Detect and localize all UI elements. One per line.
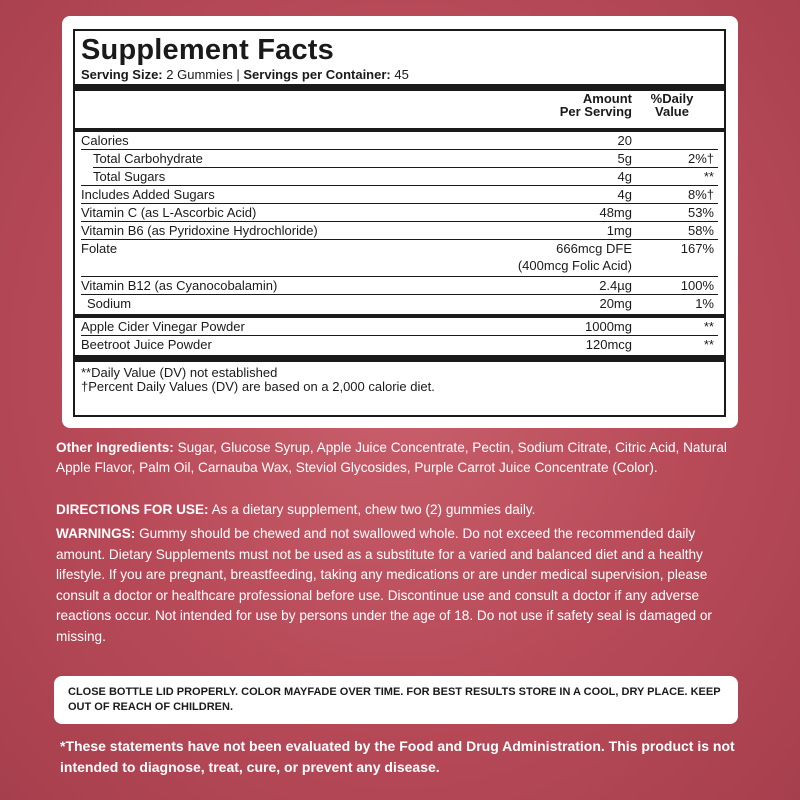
nutrient-dv: 53%	[687, 205, 714, 220]
dv-header-line2: Value	[655, 104, 689, 119]
directions	[56, 500, 746, 520]
nutrient-name: Total Sugars	[93, 169, 166, 184]
nutrient-name: Vitamin C (as L-Ascorbic Acid)	[81, 205, 257, 220]
nutrient-dv: 100%	[680, 278, 714, 293]
nutrient-row-vitamin-b6	[81, 222, 718, 239]
nutrient-name: Vitamin B6 (as Pyridoxine Hydrochloride)	[81, 223, 318, 238]
nutrient-name: Sodium	[87, 296, 132, 311]
nutrient-dv: 2%†	[687, 151, 714, 166]
nutrient-row-added-sugars	[81, 186, 718, 203]
nutrient-name: Apple Cider Vinegar Powder	[81, 319, 245, 334]
footnote-dv-not-established: **Daily Value (DV) not established	[81, 365, 278, 380]
nutrient-row-vitamin-b12	[81, 277, 718, 294]
warnings-label: WARNINGS:	[56, 526, 136, 541]
nutrient-amount: 4g	[617, 169, 632, 184]
nutrient-row-calories	[81, 132, 718, 149]
nutrient-name: Includes Added Sugars	[81, 187, 215, 202]
serving-size-value: 2 Gummies	[166, 67, 233, 82]
warnings-text: Gummy should be chewed and not swallowed whole. Do not exceed the recommended daily amount. Dietary Supplements must not be used as a substitute for a varied and balanced diet and a healthy lifestyle. If you are pregnant, breastfeeding, taking any medications or are under medical supervision, please consult a doctor or healthcare professional before use. Discontinue use and consult a doctor if any adverse reactions occur. Not intended for use by persons under the age of 18. Do not use if safety seal is damaged or missing.	[56, 526, 712, 644]
other-ingredients-text: Sugar, Glucose Syrup, Apple Juice Concentrate, Pectin, Sodium Citrate, Citric Acid, Natural Apple Flavor, Palm Oil, Carnauba Wax, Steviol Glycosides, Purple Carrot Juice Concentrate (Color).	[56, 440, 727, 475]
nutrient-amount: 20	[617, 133, 632, 148]
fda-disclaimer: *These statements have not been evaluated by the Food and Drug Administration. This product is not intended to diagnose, treat, cure, or prevent any disease.	[60, 738, 735, 775]
nutrient-row-total-sugars	[81, 168, 718, 185]
other-ingredients	[56, 438, 746, 478]
nutrient-name: Beetroot Juice Powder	[81, 337, 212, 352]
supplement-facts-panel	[73, 29, 726, 417]
nutrient-row-folate	[81, 240, 718, 276]
nutrient-dv: **	[703, 169, 714, 184]
nutrient-dv: 58%	[687, 223, 714, 238]
warnings	[56, 524, 746, 648]
serving-size-label: Serving Size:	[81, 67, 163, 82]
nutrient-amount	[430, 240, 650, 274]
storage-notice: CLOSE BOTTLE LID PROPERLY. COLOR MAYFADE OVER TIME. FOR BEST RESULTS STORE IN A COOL, DRY PLACE. KEEP OUT OF REACH OF CHILDREN.	[54, 676, 738, 724]
nutrient-amount: 2.4µg	[599, 278, 632, 293]
directions-label: DIRECTIONS FOR USE:	[56, 502, 209, 517]
nutrient-row-sodium	[81, 295, 718, 312]
supplement-facts-card	[62, 16, 738, 428]
amount-header-line2: Per Serving	[559, 104, 632, 119]
facts-header-row	[81, 91, 718, 128]
nutrient-row-apple-cider-vinegar	[81, 318, 718, 335]
amount-per-serving-header	[502, 92, 632, 118]
facts-footnotes	[81, 366, 718, 394]
daily-value-header	[632, 92, 718, 118]
directions-text: As a dietary supplement, chew two (2) gummies daily.	[211, 502, 536, 517]
footnote-percent-dv: †Percent Daily Values (DV) are based on a 2,000 calorie diet.	[81, 379, 435, 394]
nutrient-row-vitamin-c	[81, 204, 718, 221]
nutrient-dv: 167%	[680, 241, 714, 256]
serving-info	[81, 67, 718, 82]
nutrient-name: Total Carbohydrate	[93, 151, 203, 166]
nutrient-amount: 120mcg	[585, 337, 632, 352]
facts-title: Supplement Facts	[81, 34, 334, 66]
nutrient-dv: **	[703, 319, 714, 334]
serving-separator: |	[236, 67, 240, 82]
nutrient-dv: 8%†	[687, 187, 714, 202]
servings-per-container-label: Servings per Container:	[243, 67, 391, 82]
thick-divider-bottom	[75, 355, 724, 362]
nutrient-row-beetroot-juice	[81, 336, 718, 353]
folate-amount-line1: 666mcg DFE	[556, 241, 632, 256]
nutrient-amount: 1000mg	[585, 319, 632, 334]
nutrient-row-total-carbohydrate	[81, 150, 718, 167]
nutrient-amount: 1mg	[606, 223, 632, 238]
servings-per-container-value: 45	[394, 67, 409, 82]
nutrient-name: Folate	[81, 241, 118, 256]
nutrient-name: Calories	[81, 133, 129, 148]
other-ingredients-label: Other Ingredients:	[56, 440, 174, 455]
nutrient-dv: **	[703, 337, 714, 352]
nutrient-name: Vitamin B12 (as Cyanocobalamin)	[81, 278, 278, 293]
nutrient-amount: 48mg	[599, 205, 632, 220]
nutrient-dv: 1%	[695, 296, 714, 311]
nutrient-amount: 4g	[617, 187, 632, 202]
nutrient-amount: 20mg	[599, 296, 632, 311]
nutrient-amount: 5g	[617, 151, 632, 166]
amount-header-line1: Amount	[582, 91, 632, 106]
thick-divider	[75, 84, 724, 91]
folate-amount-line2: (400mcg Folic Acid)	[517, 258, 632, 273]
dv-header-line1: %Daily	[650, 91, 694, 106]
